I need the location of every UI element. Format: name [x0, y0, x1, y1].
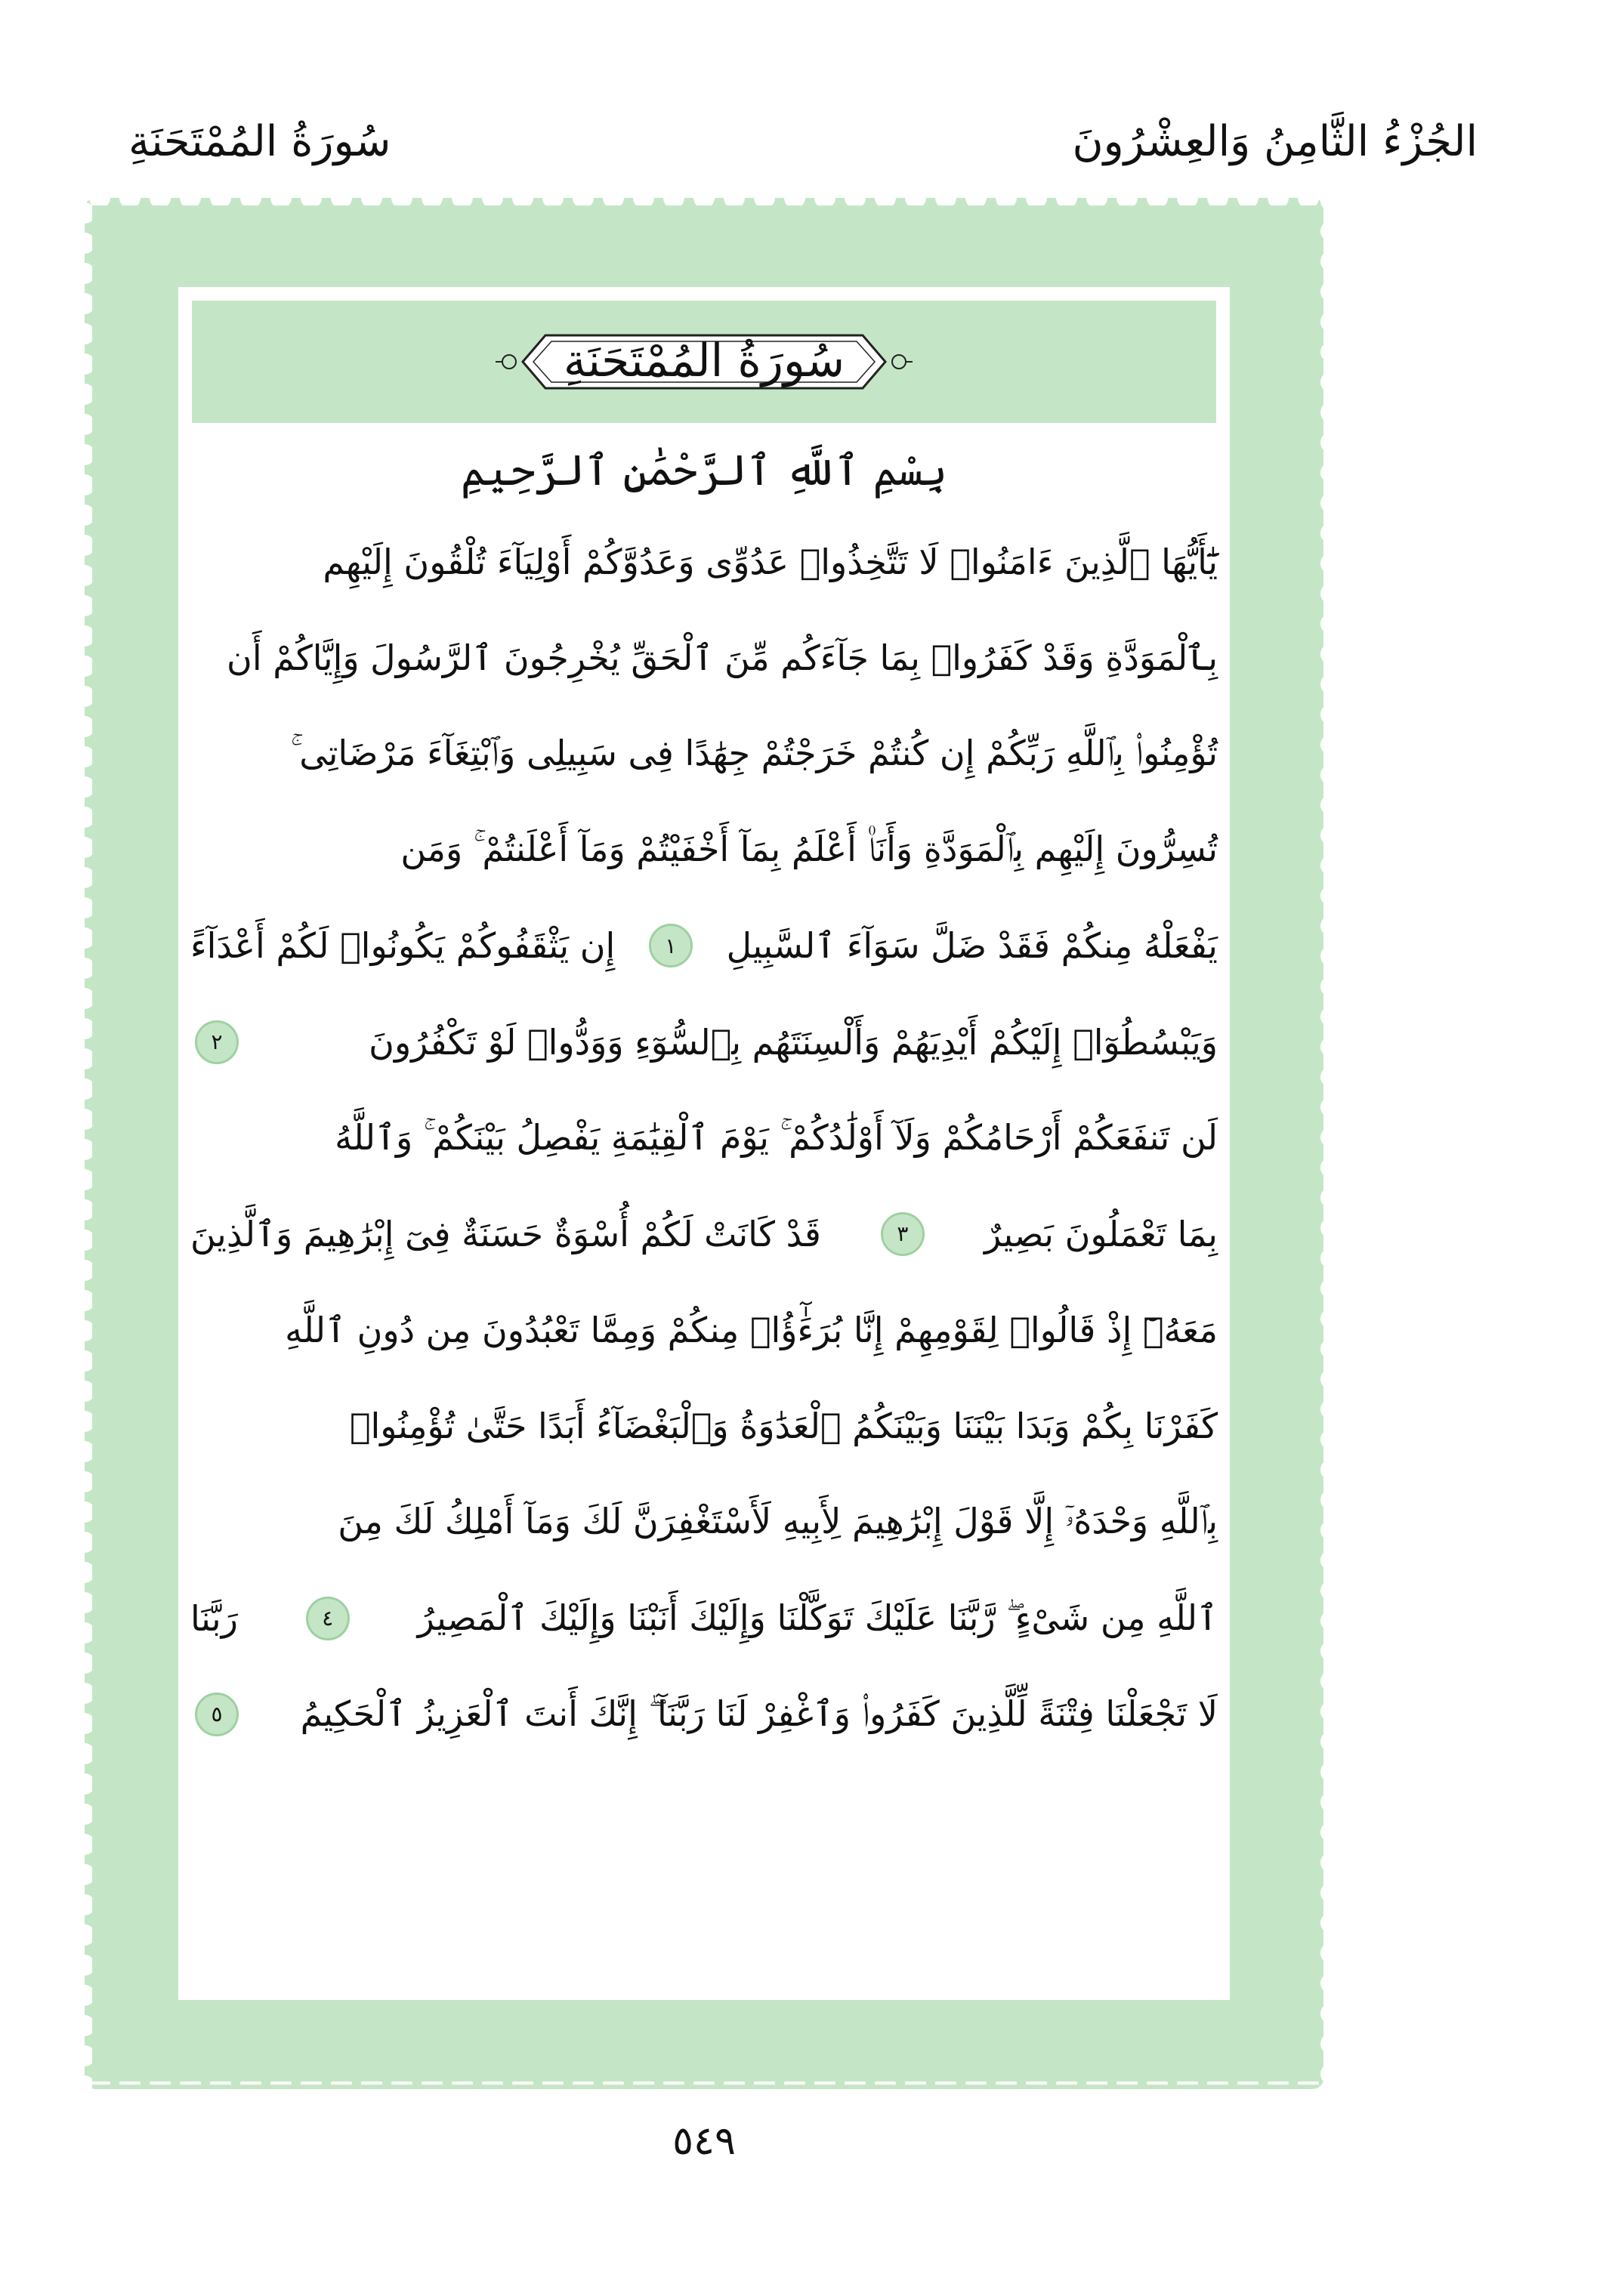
verse-line [190, 514, 1218, 609]
verse-segment: تُسِرُّونَ إِلَيْهِم بِٱلْمَوَدَّةِ وَأَنَا۠ أَعْلَمُ بِمَآ أَخْفَيْتُمْ وَمَآ أَعْلَنتُمْ ۚ وَمَن [400, 829, 1218, 870]
basmala: بِسْمِ ٱللَّهِ ٱلرَّحْمَٰنِ ٱلرَّحِيمِ [460, 446, 948, 495]
verse-segment: ٱللَّهِ مِن شَىْءٍ ۖ رَّبَّنَا عَلَيْكَ تَوَكَّلْنَا وَإِلَيْكَ أَنَبْنَا وَإِلَيْكَ ٱلْمَصِيرُ [417, 1597, 1218, 1638]
page-number: ٥٤٩ [672, 2119, 736, 2164]
verse-segment: قَدْ كَانَتْ لَكُمْ أُسْوَةٌ حَسَنَةٌ فِىٓ إِبْرَٰهِيمَ وَٱلَّذِينَ [190, 1213, 821, 1254]
verse-segment: لَن تَنفَعَكُمْ أَرْحَامُكُمْ وَلَآ أَوْلَٰدُكُمْ ۚ يَوْمَ ٱلْقِيَٰمَةِ يَفْصِلُ بَيْنَكُمْ ۚ وَٱللَّهُ [335, 1116, 1218, 1158]
verse-text [190, 514, 1218, 1762]
ayah-number-marker: ٣ [881, 1212, 925, 1256]
ayah-number-marker: ٥ [195, 1693, 239, 1736]
verse-segment: لَا تَجْعَلْنَا فِتْنَةً لِّلَّذِينَ كَفَرُوا۟ وَٱغْفِرْ لَنَا رَبَّنَآ ۖ إِنَّكَ أَنتَ ٱلْعَزِيزُ ٱلْحَكِيمُ [300, 1693, 1218, 1734]
ayah-number-marker: ٤ [306, 1597, 350, 1640]
verse-line [190, 898, 1218, 994]
verse-segment: بِٱلْمَوَدَّةِ وَقَدْ كَفَرُوا۟ بِمَا جَآءَكُم مِّنَ ٱلْحَقِّ يُخْرِجُونَ ٱلرَّسُولَ وَإِيَّاكُمْ أَن [227, 637, 1218, 678]
surah-title: سُورَةُ المُمْتَحَنَةِ [563, 335, 845, 387]
verse-segment: رَبَّنَا [190, 1597, 238, 1639]
ayah-number-marker: ١ [649, 924, 693, 967]
verse-segment: تُؤْمِنُوا۟ بِٱللَّهِ رَبِّكُمْ إِن كُنتُمْ خَرَجْتُمْ جِهَٰدًا فِى سَبِيلِى وَٱبْتِغَآءَ مَرْضَاتِى ۚ [290, 732, 1218, 773]
verse-line [190, 994, 1218, 1090]
verse-line [190, 1186, 1218, 1282]
verse-line [190, 609, 1218, 705]
verse-segment: إِن يَثْقَفُوكُمْ يَكُونُوا۟ لَكُمْ أَعْدَآءً [190, 925, 616, 967]
verse-segment: كَفَرْنَا بِكُمْ وَبَدَا بَيْنَنَا وَبَيْنَكُمُ ٱلْعَدَٰوَةُ وَٱلْبَغْضَآءُ أَبَدًا حَتَّىٰ تُؤْمِنُوا۟ [349, 1406, 1218, 1447]
verse-segment: يَفْعَلْهُ مِنكُمْ فَقَدْ ضَلَّ سَوَآءَ ٱلسَّبِيلِ [726, 925, 1218, 967]
verse-segment: وَيَبْسُطُوٓا۟ إِلَيْكُمْ أَيْدِيَهُمْ وَأَلْسِنَتَهُم بِٱلسُّوٓءِ وَوَدُّوا۟ لَوْ تَكْفُرُونَ [369, 1021, 1218, 1063]
ayah-number-marker: ٢ [195, 1020, 239, 1064]
juz-header: الجُزْءُ الثَّامِنُ وَالعِشْرُونَ [1072, 117, 1478, 166]
verse-line [190, 1282, 1218, 1378]
verse-segment: مَعَهُۥٓ إِذْ قَالُوا۟ لِقَوْمِهِمْ إِنَّا بُرَءَٰٓؤُا۟ مِنكُمْ وَمِمَّا تَعْبُدُونَ مِن دُونِ ٱللَّهِ [285, 1310, 1218, 1351]
page-frame [85, 198, 1323, 2089]
verse-line [190, 802, 1218, 898]
verse-line [190, 1378, 1218, 1474]
surah-title-banner [192, 301, 1216, 423]
verse-segment: يَٰٓأَيُّهَا ٱلَّذِينَ ءَامَنُوا۟ لَا تَتَّخِذُوا۟ عَدُوِّى وَعَدُوَّكُمْ أَوْلِيَآءَ تُلْقُونَ إِلَيْهِم [323, 541, 1218, 582]
verse-segment: بِمَا تَعْمَلُونَ بَصِيرٌ [984, 1213, 1218, 1254]
verse-line [190, 705, 1218, 801]
verse-line [190, 1570, 1218, 1666]
verse-segment: بِٱللَّهِ وَحْدَهُۥٓ إِلَّا قَوْلَ إِبْرَٰهِيمَ لِأَبِيهِ لَأَسْتَغْفِرَنَّ لَكَ وَمَآ أَمْلِكُ لَكَ مِنَ [338, 1501, 1218, 1542]
verse-line [190, 1090, 1218, 1186]
verse-line [190, 1666, 1218, 1762]
surah-header: سُورَةُ المُمْتَحَنَةِ [128, 117, 391, 166]
text-panel [178, 287, 1230, 2000]
verse-line [190, 1474, 1218, 1570]
